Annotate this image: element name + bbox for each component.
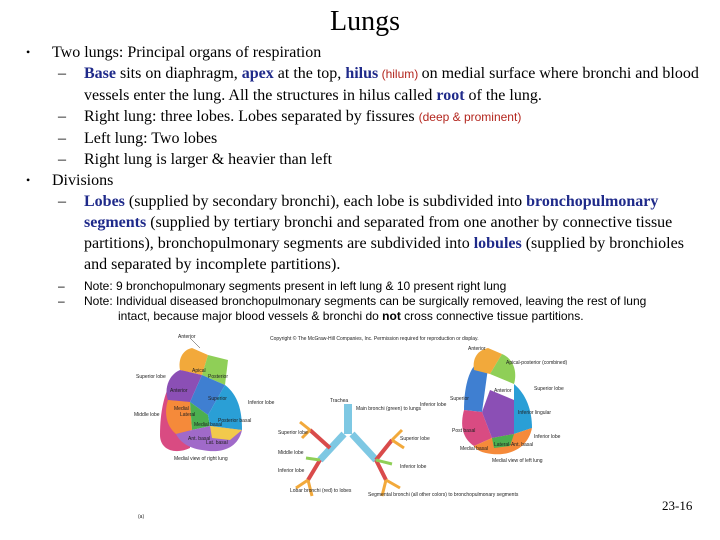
text-run: on medial surface where bronchi and blood vessels enter the lung. All the structures in hilus called — [84, 65, 699, 104]
label-ant-basal: Ant. basal — [188, 436, 211, 442]
text-run: (supplied by secondary bronchi), each lobe is subdivided into — [124, 193, 527, 210]
dash-marker: – — [58, 151, 66, 168]
page-number: 23-16 — [662, 498, 693, 513]
caption-right-lung: Medial view of right lung — [174, 456, 228, 462]
text-run: sits on diaphragm, — [116, 65, 242, 82]
keyword-bronchopulmonary-segments: bronchopulmonary segments — [84, 193, 659, 231]
label-bronchi-superior-lobe-left: Superior lobe — [400, 436, 430, 442]
text-run: Left lung: Two lobes — [84, 130, 218, 147]
label-bronchi-inferior-lobe-left: Inferior lobe — [400, 464, 427, 470]
aside-deep-prominent: (deep & prominent) — [418, 110, 522, 124]
text-run: of the lung. — [464, 87, 542, 104]
bronchopulmonary-segments-figure — [130, 330, 590, 522]
sub-bullet-lobes-segments — [26, 191, 706, 275]
label-left-inferior-lobe: Inferior lobe — [534, 434, 561, 440]
text-run: at the top, — [273, 65, 346, 82]
text-run: Right lung is larger & heavier than left — [84, 151, 333, 168]
label-inferior-lobe: Inferior lobe — [248, 400, 275, 406]
aside-hilum: (hilum) — [378, 67, 422, 81]
keyword-apex: apex — [241, 65, 274, 82]
label-left-medial-basal: Medial basal — [460, 446, 489, 452]
label-medial: Medial — [174, 406, 189, 412]
sub-bullet-left-lung — [26, 128, 706, 149]
sub-bullet-base-apex-hilus — [26, 63, 706, 106]
label-lobar-bronchi: Lobar bronchi (red) to lobes — [290, 488, 352, 494]
note-text: Note: Individual diseased bronchopulmonary segments can be surgically removed, leaving the rest of lung — [84, 294, 647, 308]
dash-marker: – — [58, 294, 65, 308]
left-lung-medial-view — [450, 346, 567, 464]
label-superior: Superior — [208, 396, 227, 402]
label-middle-lobe: Middle lobe — [134, 412, 160, 418]
label-inferior-lingular: Inferior lingular — [518, 410, 552, 416]
right-lung-medial-view — [134, 334, 275, 462]
note-segment-count — [26, 279, 706, 294]
dash-marker: – — [58, 193, 66, 210]
label-anterior-segment: Anterior — [170, 388, 188, 394]
keyword-root: root — [436, 87, 465, 104]
slide-title: Lungs — [330, 6, 400, 37]
label-apical-posterior: Apical-posterior (combined) — [506, 360, 568, 366]
label-superior-lobe: Superior lobe — [136, 374, 166, 380]
label-left-superior: Superior — [450, 396, 469, 402]
keyword-hilus: hilus — [345, 65, 379, 82]
dash-marker: – — [58, 130, 66, 147]
label-bronchi-superior-lobe-right: Superior lobe — [278, 430, 308, 436]
label-post-basal: Post basal — [452, 428, 476, 434]
label-posterior: Posterior — [208, 374, 229, 380]
text-run: cross connective tissue partitions. — [400, 309, 584, 323]
text-run: (supplied by tertiary bronchi and separated from one another by connective tissue partitions), bronchopulmonary segments are subdivided into — [84, 214, 673, 252]
label-main-bronchi: Main bronchi (green) to lungs — [356, 406, 422, 412]
text-run: (supplied by bronchioles and separated by incomplete partitions). — [84, 235, 684, 273]
keyword-base: Base — [84, 65, 116, 82]
bullet-text: Two lungs: Principal organs of respiration — [52, 44, 322, 61]
sub-bullet-right-larger — [26, 149, 706, 170]
label-left-anterior-segment: Anterior — [494, 388, 512, 394]
note-continuation — [84, 309, 706, 324]
caption-left-lung: Medial view of left lung — [492, 458, 543, 464]
note-text: Note: 9 bronchopulmonary segments present in left lung & 10 present right lung — [84, 279, 507, 293]
label-medial-basal: Medial basal — [194, 422, 223, 428]
slide-body — [26, 42, 706, 324]
label-apical: Apical — [192, 368, 206, 374]
dash-marker: – — [58, 279, 65, 293]
label-lateral-ant-basal: Lateral-Ant. basal — [494, 442, 534, 448]
dash-marker: – — [58, 65, 66, 82]
dash-marker: – — [58, 108, 66, 125]
label-segmental-bronchi: Segmental bronchi (all other colors) to bronchopulmonary segments — [368, 492, 519, 498]
text-run: Right lung: three lobes. Lobes separated by fissures — [84, 108, 419, 125]
bullet-divisions — [26, 170, 706, 191]
sub-bullet-right-lung-lobes — [26, 106, 706, 128]
label-bronchi-middle-lobe: Middle lobe — [278, 450, 304, 456]
label-lateral: Lateral — [180, 412, 196, 418]
figure-part-label: (a) — [138, 514, 145, 520]
label-anterior: Anterior — [178, 334, 196, 340]
bullet-dot: • — [26, 173, 31, 187]
keyword-not: not — [382, 309, 401, 323]
label-posterior-basal: Posterior basal — [218, 418, 252, 424]
bullet-two-lungs — [26, 42, 706, 63]
keyword-lobes: Lobes — [84, 193, 125, 210]
figure-copyright: Copyright © The McGraw-Hill Companies, Inc. Permission required for reproduction or display. — [270, 336, 479, 342]
label-left-superior-lobe: Superior lobe — [534, 386, 564, 392]
label-left-anterior: Anterior — [468, 346, 486, 352]
label-bronchi-inferior-lobe-top: Inferior lobe — [420, 402, 447, 408]
bullet-text: Divisions — [52, 172, 114, 189]
note-surgical-removal — [26, 294, 706, 324]
keyword-lobules: lobules — [473, 235, 522, 252]
bullet-dot: • — [26, 45, 31, 59]
label-lat-basal: Lat. basal — [206, 440, 228, 446]
label-bronchi-inferior-lobe-right: Inferior lobe — [278, 468, 305, 474]
text-run: intact, because major blood vessels & bronchi do — [118, 309, 383, 323]
label-trachea: Trachea — [330, 398, 349, 404]
